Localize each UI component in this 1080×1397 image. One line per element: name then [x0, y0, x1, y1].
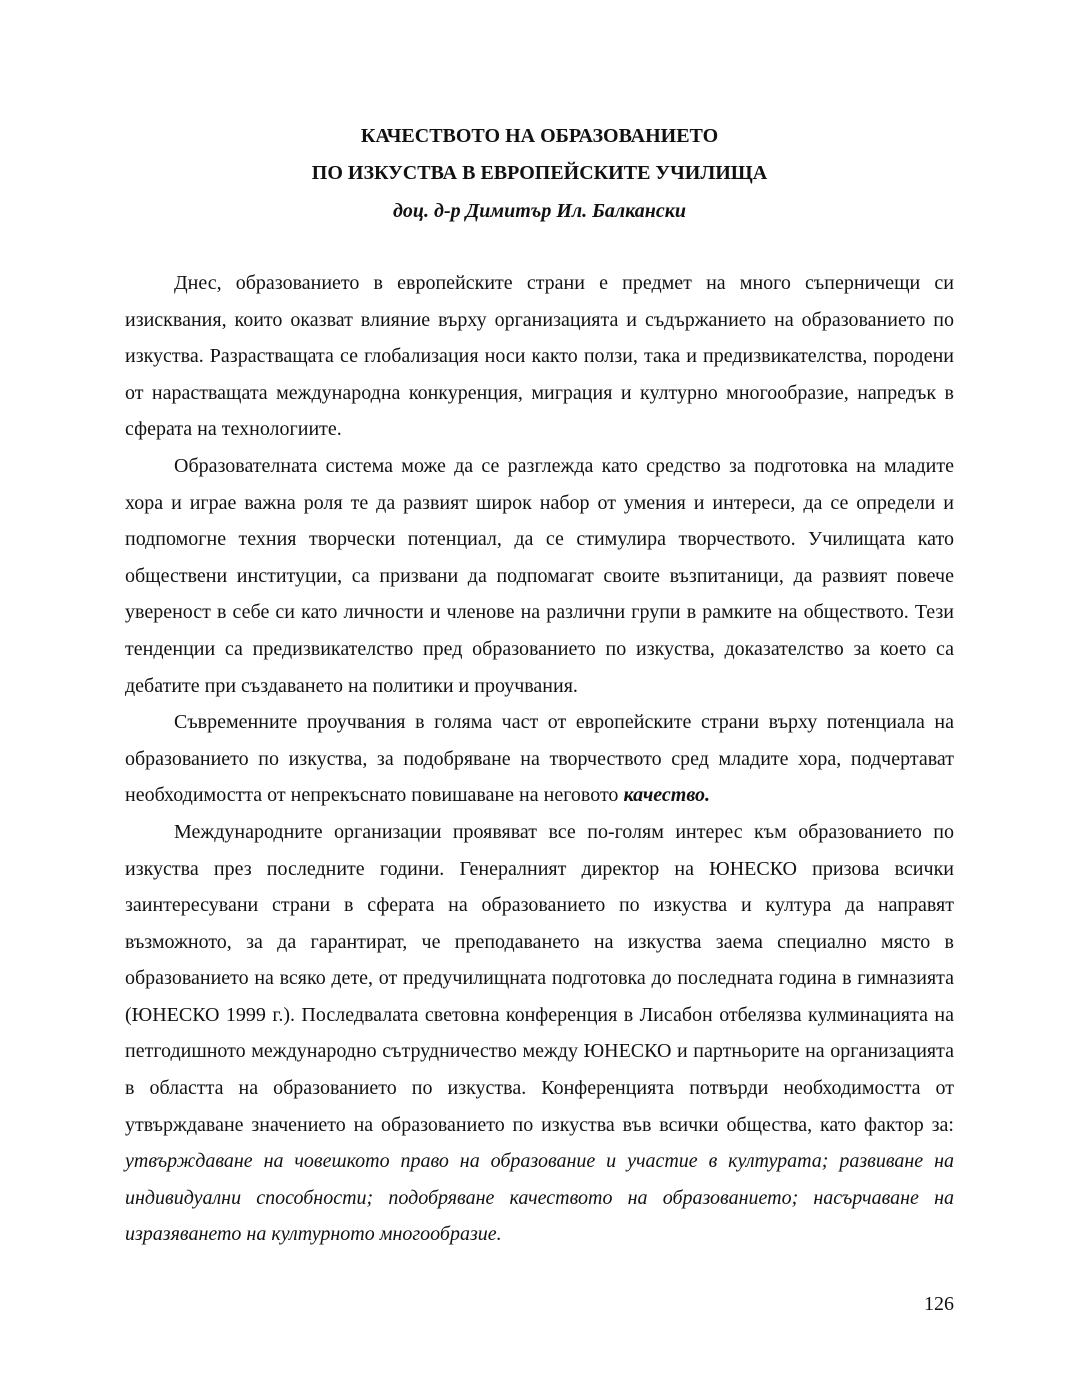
body-text	[125, 265, 954, 1253]
title-line-2: ПО ИЗКУСТВА В ЕВРОПЕЙСКИТЕ УЧИЛИЩА	[311, 162, 768, 184]
paragraph-2: Образователната система може да се разглежда като средство за подготовка на младите хора и играе важна роля те да развият широк набор от умения и интереси, да се определи и подпомогне техния творчески потенциал, да се стимулира творчеството. Училищата като обществени институции, са призвани да подпомагат своите възпитаници, да развият повече увереност в себе си като личности и членове на различни групи в рамките на обществото. Тези тенденции са предизвикателство пред образованието по изкуства, доказателство за което са дебатите при създаването на политики и проучвания.	[125, 454, 954, 697]
paragraph-3	[125, 704, 954, 814]
paragraph-3-text: Съвременните проучвания в голяма част от европейските страни върху потенциала на образованието по изкуства, за подобряване на творчеството сред младите хора, подчертават необходимостта от непрекъснато повишаване на неговото	[125, 711, 954, 807]
quality-emphasis: качество.	[623, 784, 711, 807]
title-line-1: КАЧЕСТВОТО НА ОБРАЗОВАНИЕТО	[360, 125, 719, 147]
paragraph-4-text: Международните организации проявяват все по-голям интерес към образованието по изкуства през последните години. Генералният директор на ЮНЕСКО призова всички заинтересувани страни в сферата на образованието по изкуства и култура да направят възможното, за да гарантират, че преподаването на изкуства заема специално място в образованието на всяко дете, от предучилищната подготовка до последната година в гимназията (ЮНЕСКО 1999 г.). Последвалата световна конференция в Лисабон отбелязва кулминацията на петгодишното международно сътрудничество между ЮНЕСКО и партньорите на организацията в областта на образованието по изкуства. Конференцията потвърди необходимостта от утвърждаване значението на образованието по изкуства във всички общества, като фактор за:	[125, 820, 954, 1136]
paragraph-4-italic: утвърждаване на човешкото право на образование и участие в културата; развиване на индивидуални способности; подобряване качеството на образованието; насърчаване на изразяването на културното многообразие.	[125, 1150, 954, 1246]
page-number: 126	[924, 1293, 954, 1315]
author: доц. д-р Димитър Ил. Балкански	[393, 200, 686, 222]
paragraph-1: Днес, образованието в европейските страни е предмет на много съперничещи си изисквания, които оказват влияние върху организацията и съдържанието на образованието по изкуства. Разрастващата се глобализация носи както ползи, така и предизвикателства, породени от нарастващата международна конкуренция, миграция и културно многообразие, напредък в сферата на технологиите.	[125, 272, 954, 441]
paragraph-4	[125, 814, 954, 1253]
